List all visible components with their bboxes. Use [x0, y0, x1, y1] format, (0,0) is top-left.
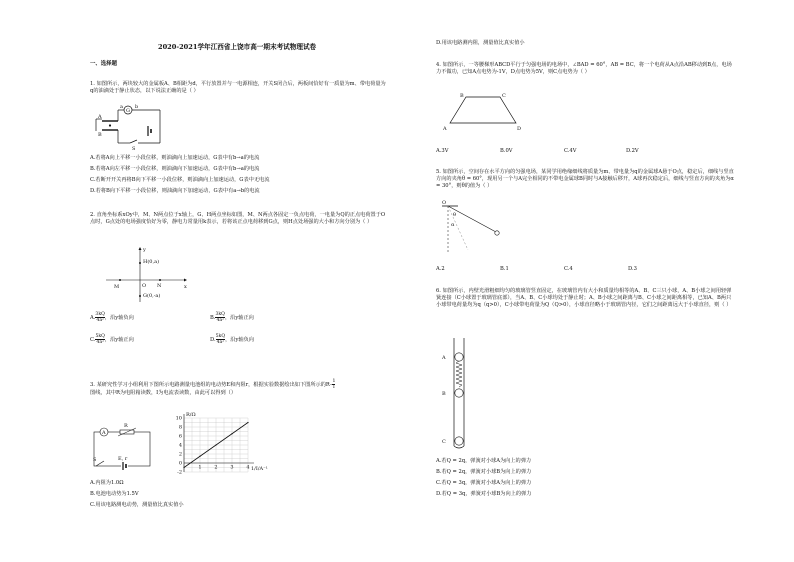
q3-option-c: C.用该电路测电动势，测量值比真实值小: [90, 502, 184, 508]
q3-label-r: R: [124, 423, 128, 429]
q2-label-m: M: [114, 284, 120, 290]
q6-option-d: D.若Q = 3q，弹簧对小球B为向上的弹力: [436, 491, 532, 497]
q3-r-vs-inverse-i-chart: [166, 412, 266, 478]
q3-x-tick-label: 4: [246, 464, 250, 471]
q6-label-a: A: [442, 355, 446, 361]
question-6-stem: 6. 如图所示，内壁光滑粗细均匀的玻璃管竖直固定，在玻璃管内有大小和质量均相等的A、B、C三只小球，A、B小球之间用轻弹簧连接（C小球置于玻璃管底部），当A、B、C小球均处于静止时；A、B小球之间距离与B、C小球之间距离相等，已知A、B两只小球带电荷量均为q（q>0），C小球带电荷量为Q（Q>0），小球直径略小于玻璃管内径，它们之间距离远大于小球直径，则（ ）: [436, 288, 732, 309]
q3-label-er: E, r: [118, 456, 128, 462]
q4-option-d: D.2V: [626, 148, 639, 154]
q5-label-o: O: [442, 200, 447, 206]
question-2-stem: 2. 直角坐标系xOy中，M、N两点位于x轴上，G、H两点坐标如图，M、N两点各固定一负点电荷，一电量为Q的正点电荷置于O点时，G点处的电场强度恰好为零，静电力常量用k表示，若将该正点电荷移到G点，则H点处场强的大小和方向分别为（ ）: [90, 212, 386, 226]
q6-ball-c: [455, 437, 463, 445]
q3-option-d: D.用该电路测内阻，测量值比真实值小: [436, 40, 525, 46]
q5-ball: [495, 231, 499, 235]
q3-x-tick-label: 3: [230, 464, 234, 471]
q3-label-s: S: [93, 457, 97, 463]
q4-trapezoid-figure: [440, 93, 524, 133]
q3-data-point: [183, 467, 184, 468]
q2-label-n: N: [157, 283, 162, 289]
q3-y-tick-label: 4: [178, 442, 182, 449]
q4-label-b: B: [460, 93, 464, 99]
section-heading: 一、选择题: [90, 61, 117, 67]
q6-option-a: A.若Q = 2q，弹簧对小球A为向上的弹力: [436, 458, 532, 464]
q4-option-a: A.3V: [436, 148, 449, 154]
q6-option-c: C.若Q = 3q，弹簧对小球A为向上的弹力: [436, 480, 532, 486]
q3-data-point: [199, 456, 200, 457]
q3-y-tick-label: 2: [178, 451, 182, 458]
q1-label-s: S: [132, 146, 136, 152]
q3-y-tick-label: 10: [175, 415, 182, 422]
q2-point-h: [139, 262, 141, 264]
q4-label-c: C: [502, 93, 506, 99]
q2-point-g: [139, 295, 141, 297]
q6-spring: [456, 361, 462, 387]
question-3-stem: 3. 某研究性学习小组利用下图所示电路测量电池组的电动势E和内阻r，根据实验数据绘出如下图所示的R– $\frac{1}{I}$ 图线，其中R为电阻箱读数，I为电流表读数，由此可以得到（）: [90, 379, 336, 396]
q4-label-d: D: [517, 126, 522, 132]
q5-option-c: C.4: [564, 266, 573, 272]
q5-thread: [448, 206, 496, 232]
q2-coordinate-figure: [100, 246, 190, 304]
q6-tube-figure: [438, 336, 478, 450]
q2-label-g: G(0,-a): [143, 293, 161, 299]
q3-option-a: A.内阻为1.0Ω: [90, 480, 124, 486]
q4-label-a: A: [443, 126, 447, 132]
q1-switch: [130, 140, 137, 143]
q2-label-x: x: [184, 284, 187, 290]
q1-option-c: C.若断开开关再将B向下平移一小段位移，则油滴向上加速运动，G表中无电流: [90, 177, 270, 183]
q3-option-b: B.电池电动势为1.5V: [90, 491, 139, 497]
q2-option-b: B. $\frac{3kQ}{\text{4a²}}$ ，沿y轴正向: [210, 312, 254, 323]
q3-y-axis-label: R/Ω: [186, 412, 196, 418]
q2-point-m: [119, 279, 121, 281]
q3-y-tick-label: 8: [178, 424, 182, 431]
q5-label-alpha: α: [451, 222, 455, 228]
question-5-stem: 5. 如图所示，空间存在水平方向的匀强电场，某同学用绝缘细线将质量为m、带电量为q的金属球A悬于O点，稳定后，细线与竖直方向的夹角θ = 60°，现用另一个与A完全相同的不带电金属球B同时与A接触后移开，A球再次稳定后，细线与竖直方向的夹角为α = 30°，则θ的值为（ ）: [436, 169, 734, 190]
q3-label-a: A: [102, 430, 106, 436]
q4-option-b: B.0V: [500, 148, 513, 154]
q5-label-theta: θ: [453, 212, 457, 218]
q1-label-g: G: [126, 108, 130, 114]
q1-option-a: A.若将A向上平移一小段位移，则油滴向上加速运动，G表中有b→a的电流: [90, 155, 260, 161]
q1-option-d: D.若将B向下平移一小段位移，则油滴向下加速运动，G表中有a→b的电流: [90, 188, 260, 194]
question-1-stem: 1. 如图所示，两块较大的金属板A、B相距为d，平行放置并与一电源相连，开关S闭合后，两板间恰好有一质量为m、带电荷量为q的油滴处于静止状态，以下说法正确的是（ ）: [90, 81, 386, 95]
q6-label-b: B: [442, 391, 446, 397]
q1-label-a: A: [98, 114, 102, 120]
q3-x-tick-label: 2: [214, 464, 218, 471]
q1-oil-drop: [109, 124, 111, 126]
q3-data-point: [215, 444, 216, 445]
q1-label-b: B: [98, 132, 102, 138]
q1-circuit-figure: [90, 103, 170, 151]
q3-y-tick-label: 0: [178, 460, 182, 467]
q2-label-y: y: [143, 247, 146, 253]
q3-data-point: [231, 433, 232, 434]
q5-alpha-line: [448, 206, 468, 250]
q1-label-b2: b: [135, 104, 139, 110]
q2-option-d: D. $\frac{5kQ}{\text{4a²}}$ ，沿y轴负向: [210, 334, 254, 345]
question-4-stem: 4. 如图所示，一等腰梯形ABCD平行于匀强电场的电场中，∠BAD = 60°，AB = BC，将一个电荷从A点沿AB移动到B点，电场力不做功，已知A点电势为-1V，D点电势为5V，则C点电势为（ ）: [436, 62, 732, 76]
q2-label-h: H(0,a): [143, 259, 160, 265]
q6-ball-a: [455, 353, 463, 361]
q5-pendulum-figure: [438, 200, 510, 256]
q6-option-b: B.若Q = 2q，弹簧对小球B为向上的弹力: [436, 469, 532, 475]
q4-option-c: C.4V: [564, 148, 577, 154]
q6-label-c: C: [442, 439, 446, 445]
q6-ball-b: [455, 389, 463, 397]
q3-y-tick-label: -2: [177, 469, 182, 476]
q2-point-n: [159, 279, 161, 281]
q5-option-d: D.3: [628, 266, 637, 272]
q1-option-b: B.若将A向左平移一小段位移，则油滴向下加速运动，G表中有b→a的电流: [90, 166, 260, 172]
q3-switch: [96, 461, 104, 466]
q3-x-axis-label: 1/I/A⁻¹: [251, 466, 268, 472]
q1-label-a2: a: [120, 104, 123, 110]
q2-option-a: A. $\frac{3kQ}{\text{4a²}}$ ，沿y轴负向: [90, 312, 134, 323]
page-title: 2020-2021学年江西省上饶市高一期末考试物理试卷: [158, 43, 317, 51]
q4-trapezoid: [450, 97, 516, 123]
q2-option-c: C. $\frac{5kQ}{\text{4a²}}$ ，沿y轴正向: [90, 334, 134, 345]
q3-x-tick-label: 1: [198, 464, 202, 471]
q3-data-point: [247, 422, 248, 423]
q5-option-a: A.2: [436, 266, 445, 272]
q2-label-o: O: [142, 283, 147, 289]
q5-option-b: B.1: [500, 266, 509, 272]
q3-y-tick-label: 6: [178, 433, 182, 440]
q3-circuit-figure: [92, 423, 154, 470]
